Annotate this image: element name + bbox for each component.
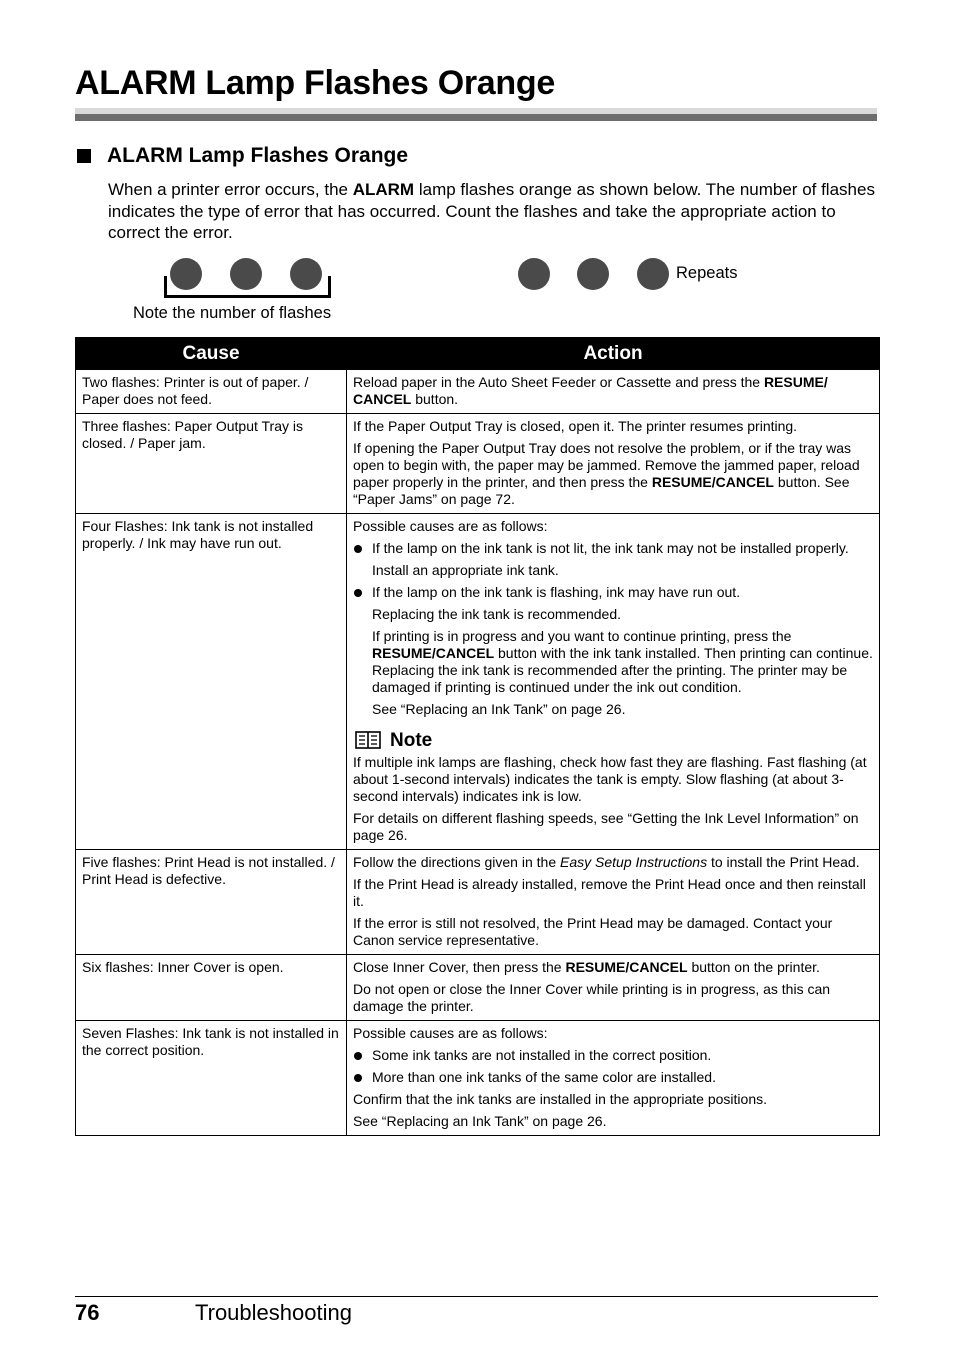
lamp-icon (577, 258, 609, 290)
page-number: 76 (75, 1300, 100, 1325)
bullet-item: More than one ink tanks of the same color are installed. (353, 1069, 873, 1086)
action-cell: If the Paper Output Tray is closed, open it. The printer resumes printing. If opening the Paper Output Tray does not resolve the problem, or if the tray was open to begin with, the paper may be jammed. Remove the jammed paper, reload paper properly in the printer, and then press the RESUME/CANCEL button. See “Paper Jams” on page 72. (347, 414, 880, 514)
error-table (75, 337, 880, 1136)
bullet-item: Some ink tanks are not installed in the correct position. (353, 1047, 873, 1064)
header-cause: Cause (76, 338, 347, 370)
note-title: Note (390, 729, 433, 751)
note-text: For details on different flashing speeds, see “Getting the Ink Level Information” on page 26. (353, 810, 859, 843)
square-bullet-icon (77, 149, 91, 163)
count-label: Note the number of flashes (133, 304, 332, 322)
intro-paragraph: When a printer error occurs, the ALARM lamp flashes orange as shown below. The number of flashes indicates the type of error that has occurred. Count the flashes and take the appropriate action to correct the error. (108, 180, 875, 243)
section-heading-text: ALARM Lamp Flashes Orange (107, 144, 409, 167)
title-rule (75, 108, 877, 121)
bullet-item: If the lamp on the ink tank is not lit, the ink tank may not be installed properly. (353, 540, 873, 557)
action-cell: Reload paper in the Auto Sheet Feeder or Cassette and press the RESUME/ CANCEL button. (347, 370, 880, 414)
table-row (76, 1021, 880, 1136)
cause-cell: Two flashes: Printer is out of paper. / Paper does not feed. (76, 370, 347, 414)
action-cell: Close Inner Cover, then press the RESUME/CANCEL button on the printer. Do not open or close the Inner Cover while printing is in progress, as this can damage the printer. (347, 955, 880, 1021)
table-row (76, 955, 880, 1021)
action-cell: Possible causes are as follows: If the lamp on the ink tank is not lit, the ink tank may not be installed properly. Install an appropriate ink tank. If the lamp on the ink tank is flashing, ink may have run out. Replacing the ink tank is recommended. If printing is in progress and you want to continue printing, press the RESUME/CANCEL button with the ink tank installed. Then printing can continue. Replacing the ink tank is recommended after the printing. The printer may be damaged if printing is continued under the ink out condition. See “Replacing an Ink Tank” on page 26. Note If multiple ink lamps are flashing, check how fast they are flashing. Fast flashing (at about 1-second intervals) indicates the tank is empty. Slow flashing (at about 3-second intervals) indicates ink is low. For details on different flashing speeds, see “Getting the Ink Level Information” on page 26. (347, 514, 880, 850)
table-row (76, 514, 880, 850)
bracket-icon (164, 276, 331, 298)
table-row (76, 414, 880, 514)
cause-cell: Seven Flashes: Ink tank is not installed in the correct position. (76, 1021, 347, 1136)
note-text: If multiple ink lamps are flashing, check how fast they are flashing. Fast flashing (at about 1-second intervals) indicates the tank is empty. Slow flashing (at about 3-second intervals) indicates ink is low. (353, 754, 867, 804)
note-heading (355, 731, 873, 749)
bullet-item: If the lamp on the ink tank is flashing, ink may have run out. (353, 584, 873, 601)
action-cell: Possible causes are as follows: Some ink tanks are not installed in the correct position. More than one ink tanks of the same color are installed. Confirm that the ink tanks are installed in the appropriate positions. See “Replacing an Ink Tank” on page 26. (347, 1021, 880, 1136)
cause-cell: Five flashes: Print Head is not installed. / Print Head is defective. (76, 850, 347, 955)
table-header-row (76, 338, 880, 370)
repeats-label: Repeats (676, 264, 738, 282)
cause-cell: Three flashes: Paper Output Tray is closed. / Paper jam. (76, 414, 347, 514)
table-row (76, 370, 880, 414)
note-book-icon (355, 731, 381, 749)
page-title: ALARM Lamp Flashes Orange (75, 64, 555, 102)
footer-section-title: Troubleshooting (195, 1300, 352, 1325)
cause-cell: Six flashes: Inner Cover is open. (76, 955, 347, 1021)
section-heading (77, 144, 408, 168)
action-cell: Follow the directions given in the Easy Setup Instructions to install the Print Head. If the Print Head is already installed, remove the Print Head once and then reinstall it. If the error is still not resolved, the Print Head may be damaged. Contact your Canon service representative. (347, 850, 880, 955)
cause-cell: Four Flashes: Ink tank is not installed properly. / Ink may have run out. (76, 514, 347, 850)
lamp-icon (518, 258, 550, 290)
header-action: Action (347, 338, 880, 370)
table-row (76, 850, 880, 955)
lamp-icon (637, 258, 669, 290)
footer-rule (75, 1296, 878, 1297)
